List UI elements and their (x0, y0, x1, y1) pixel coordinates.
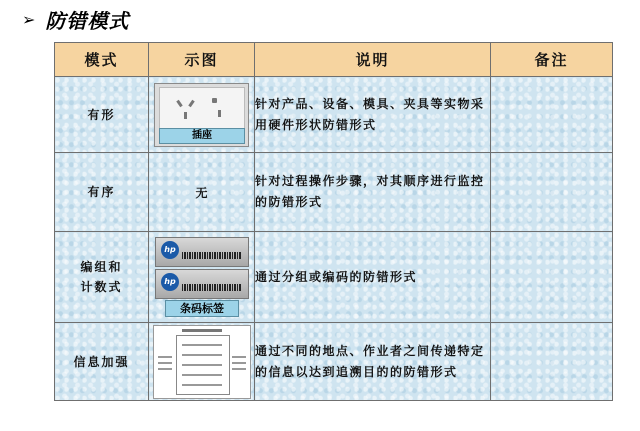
barcode-label-image (155, 237, 248, 317)
socket-plate (159, 87, 245, 129)
column-header-note: 备注 (491, 43, 613, 77)
column-header-description: 说明 (255, 43, 491, 77)
barcode-icon (182, 284, 242, 291)
table-row (55, 323, 613, 401)
table-header-row (55, 43, 613, 77)
note-cell (491, 153, 613, 232)
socket-image (154, 83, 249, 147)
column-header-mode: 模式 (55, 43, 149, 77)
table-row (55, 232, 613, 323)
column-header-image: 示图 (149, 43, 255, 77)
error-proofing-table (54, 42, 613, 401)
table-row (55, 77, 613, 153)
mode-line-2: 计数式 (80, 280, 123, 294)
image-cell (149, 323, 255, 401)
barcode-caption: 条码标签 (165, 300, 239, 317)
description-cell: 通过不同的地点、作业者之间传递特定的信息以达到追溯目的的防错形式 (255, 323, 491, 401)
barcode-tag (155, 269, 249, 299)
description-cell: 通过分组或编码的防错形式 (255, 232, 491, 323)
mode-cell: 信息加强 (55, 323, 149, 401)
image-cell (149, 232, 255, 323)
image-cell (149, 77, 255, 153)
mode-cell: 有序 (55, 153, 149, 232)
note-cell (491, 232, 613, 323)
description-cell: 针对过程操作步骤，对其顺序进行监控的防错形式 (255, 153, 491, 232)
description-cell: 针对产品、设备、模具、夹具等实物采用硬件形状防错形式 (255, 77, 491, 153)
mode-line-1: 编组和 (80, 260, 123, 274)
note-cell (491, 323, 613, 401)
note-cell (491, 77, 613, 153)
socket-caption: 插座 (159, 128, 245, 144)
page-title: 防错模式 (45, 8, 130, 33)
arrow-bullet-icon: ➢ (22, 9, 36, 29)
barcode-icon (182, 252, 242, 259)
mode-cell: 有形 (55, 77, 149, 153)
barcode-tag (155, 237, 249, 267)
table-row (55, 153, 613, 232)
hp-logo-icon: hp (161, 273, 179, 291)
info-card-image (153, 325, 251, 399)
image-cell: 无 (149, 153, 255, 232)
section-title (22, 4, 129, 34)
mode-cell (55, 232, 149, 323)
hp-logo-icon: hp (161, 241, 179, 259)
